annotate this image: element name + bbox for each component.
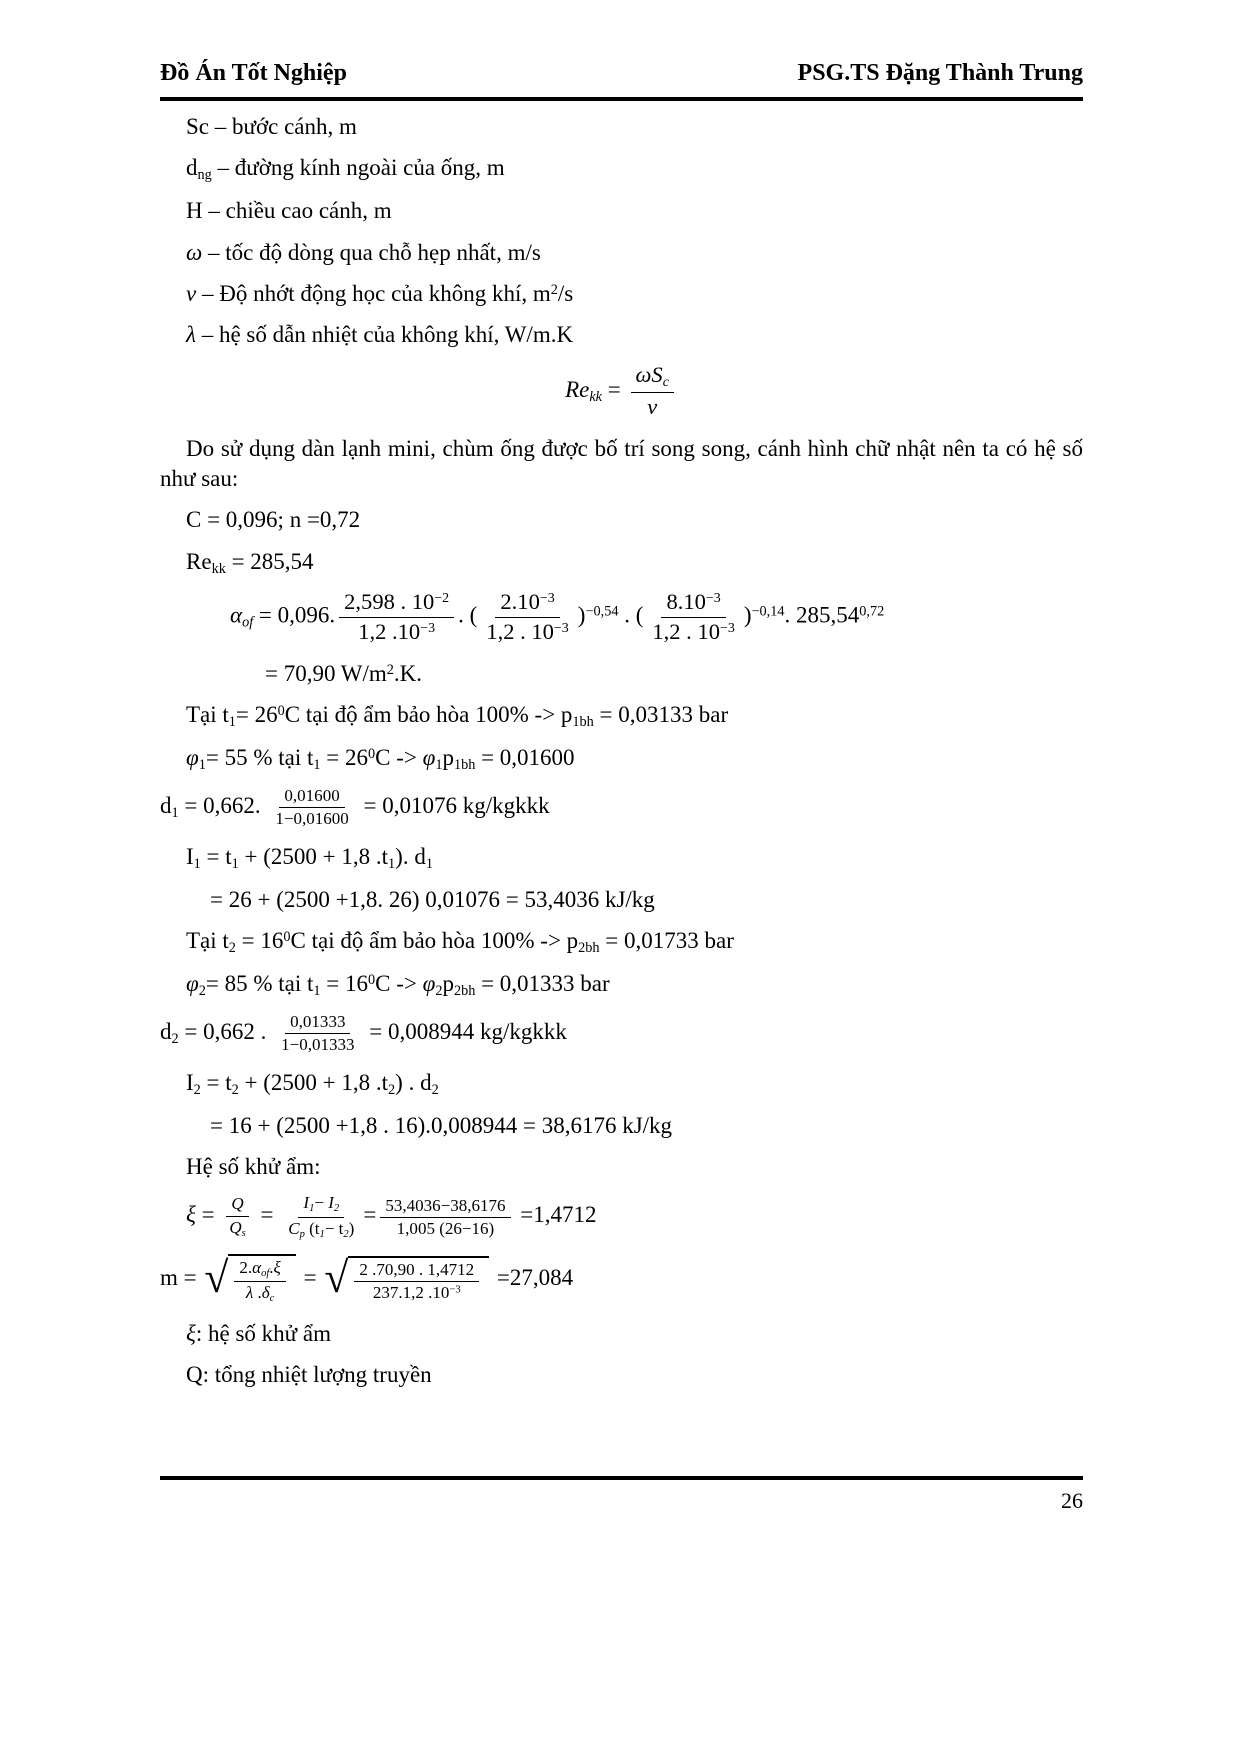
fraction-numerator	[495, 589, 559, 618]
subscript: of	[261, 1268, 270, 1280]
text-run: . 285,54	[784, 602, 860, 628]
math-variable: φ	[186, 970, 199, 996]
text-run: = 26	[320, 744, 368, 770]
fraction	[234, 1258, 285, 1306]
superscript: −3	[719, 621, 735, 637]
fraction-numerator	[339, 589, 454, 618]
subscript: 1	[313, 756, 321, 773]
subscript: kk	[589, 388, 603, 405]
text-run: Tại t	[186, 927, 229, 953]
fraction	[647, 589, 739, 645]
radical-sign: √	[324, 1254, 349, 1303]
text-run: 1,005 (26−16)	[396, 1218, 495, 1238]
fraction-denominator	[276, 1034, 359, 1055]
superscript: 0	[367, 745, 376, 762]
text-run: = 0,008944 kg/kgkkk	[363, 1018, 567, 1044]
text-run: =	[297, 1265, 323, 1291]
subscript: of	[242, 614, 254, 631]
text-run: 1,2 . 10	[652, 619, 720, 645]
math-variable: ν	[186, 280, 197, 306]
text-run: = t	[200, 843, 232, 869]
text-run: p	[442, 970, 454, 996]
subscript: 2	[193, 1081, 201, 1098]
text-run: C tại độ ẩm bảo hòa 100% -> p	[290, 927, 579, 953]
text-run: – hệ số dẫn nhiệt của không khí, W/m.K	[195, 322, 574, 348]
text-run: Sc – bước cánh, m	[186, 114, 357, 139]
fraction-denominator	[241, 1282, 280, 1305]
text-run: C tại độ ẩm bảo hòa 100% -> p	[284, 702, 573, 728]
math-variable: I	[328, 1193, 334, 1213]
text-run: I	[186, 843, 194, 869]
subscript: 2	[388, 1081, 396, 1098]
text-run: C ->	[375, 970, 423, 996]
text-run: 1,2 .10	[358, 619, 421, 645]
formula-line	[160, 1012, 1083, 1055]
subscript: 1bh	[453, 756, 476, 773]
text-run: + (2500 + 1,8 .t	[238, 843, 389, 869]
subscript: 1	[313, 982, 321, 999]
fraction	[276, 1012, 359, 1055]
text-run: = 0,01076 kg/kgkkk	[357, 792, 550, 818]
math-variable: λ	[186, 322, 196, 348]
subscript: kk	[211, 560, 226, 577]
text-run: H – chiều cao cánh, m	[186, 198, 392, 224]
subscript: 2bh	[453, 982, 476, 999]
text-run: – tốc độ dòng qua chỗ hẹp nhất, m/s	[202, 239, 541, 265]
fraction-denominator	[647, 618, 739, 646]
text-run: 1−0,01600	[275, 808, 349, 828]
subscript: 1	[388, 855, 396, 872]
text-line	[160, 1319, 1083, 1349]
text-line	[160, 885, 1083, 915]
text-run: d	[160, 1018, 172, 1044]
math-variable: α	[230, 602, 243, 628]
fraction	[631, 362, 674, 421]
subscript: 2	[435, 982, 443, 999]
superscript: −3	[539, 591, 555, 607]
text-run: ) . d	[395, 1069, 432, 1095]
text-run: m =	[160, 1265, 203, 1291]
document-body	[160, 112, 1083, 1402]
header-title: Đồ Án Tốt Nghiệp	[160, 60, 347, 86]
subscript: 2	[431, 1081, 439, 1098]
formula-line	[160, 362, 1083, 421]
text-run: 0,01333	[290, 1011, 346, 1031]
fraction-numerator	[354, 1260, 479, 1282]
text-run: = 16 + (2500 +1,8 . 16).0,008944 = 38,6176 kJ/kg	[210, 1112, 673, 1138]
text-run: 8.10	[666, 589, 706, 615]
math-variable: φ	[422, 744, 436, 770]
subscript: c	[269, 1293, 275, 1305]
subscript: 2	[231, 1081, 239, 1098]
fraction-numerator	[234, 1258, 285, 1282]
superscript: −0,54	[585, 603, 619, 620]
subscript: 1	[309, 1203, 315, 1215]
text-line	[160, 1111, 1083, 1141]
text-run: 1,2 . 10	[486, 619, 554, 645]
text-run: .	[269, 1258, 274, 1278]
math-variable: Q	[231, 1194, 244, 1214]
text-run: = 26 + (2500 +1,8. 26) 0,01076 = 53,4036 kJ/kg	[210, 886, 655, 912]
text-run: . (	[618, 602, 644, 628]
text-line	[160, 969, 1083, 1001]
fraction	[380, 1196, 510, 1239]
text-line	[160, 196, 1083, 226]
math-variable: α	[252, 1258, 262, 1278]
subscript: 1	[198, 756, 206, 773]
text-line	[160, 700, 1083, 732]
radical-sign: √	[204, 1254, 229, 1303]
superscript: −3	[420, 621, 436, 637]
text-run: Hệ số khử ẩm:	[186, 1153, 321, 1179]
fraction-denominator	[283, 1218, 359, 1241]
text-line	[160, 1068, 1083, 1100]
superscript: −0,14	[751, 603, 785, 620]
text-run: 2 .70,90 . 1,4712	[359, 1260, 475, 1280]
superscript: 2	[386, 661, 394, 678]
fraction-denominator	[392, 1218, 500, 1239]
text-run: 2.	[239, 1258, 253, 1278]
text-line	[160, 434, 1083, 495]
text-run: d	[160, 792, 172, 818]
text-line	[160, 926, 1083, 958]
fraction-numerator	[226, 1194, 248, 1216]
text-run: Tại t	[186, 702, 229, 728]
text-run: 0,01600	[284, 785, 340, 805]
subscript: 1	[228, 714, 236, 730]
text-run: = 85 % tại t	[205, 970, 314, 996]
math-variable: Re	[565, 376, 590, 402]
subscript: ng	[197, 167, 212, 184]
text-line	[160, 279, 1083, 309]
radicand	[348, 1256, 489, 1303]
text-run: =	[602, 376, 627, 402]
text-run: d	[186, 155, 198, 181]
subscript: c	[662, 374, 669, 390]
text-run: ). d	[395, 843, 426, 869]
text-run: = 16	[235, 927, 284, 953]
text-run: = 55 % tại t	[205, 744, 314, 770]
page-header	[160, 60, 1083, 87]
text-run: + (2500 + 1,8 .t	[238, 1069, 389, 1095]
text-run: = 70,90 W/m	[265, 660, 387, 686]
subscript: p	[299, 1228, 305, 1240]
fraction-numerator	[631, 362, 674, 393]
subscript: 1	[425, 855, 433, 872]
text-run: =	[195, 1202, 221, 1228]
text-line	[160, 1360, 1083, 1390]
superscript: 0,72	[859, 603, 885, 620]
subscript: 2	[198, 982, 206, 999]
text-run: 237.1,2 .10	[372, 1283, 450, 1303]
text-run: C = 0,096; n =0,72	[186, 507, 361, 533]
math-variable: ν	[647, 393, 658, 419]
text-run: 2,598 . 10	[344, 589, 435, 615]
fraction	[283, 1193, 359, 1241]
text-line	[160, 505, 1083, 535]
text-run: )	[577, 602, 586, 628]
text-run: Q: tổng nhiệt lượng truyền	[186, 1362, 432, 1388]
fraction-denominator	[270, 808, 353, 829]
text-run: )	[743, 602, 752, 628]
math-variable: φ	[422, 970, 436, 996]
text-run: = 0,662.	[178, 792, 267, 818]
formula-line	[160, 1193, 1083, 1241]
math-variable: δ	[261, 1283, 270, 1303]
superscript: 0	[277, 702, 285, 719]
text-run: (t	[304, 1218, 320, 1238]
text-line	[160, 112, 1083, 142]
fraction	[481, 589, 573, 645]
text-run: Re	[186, 548, 212, 574]
subscript: 1bh	[572, 714, 594, 730]
math-variable: ξ	[273, 1258, 281, 1278]
text-run: I	[186, 1069, 194, 1095]
text-line	[160, 842, 1083, 874]
fraction	[354, 1260, 479, 1303]
fraction-denominator	[642, 393, 662, 421]
text-run: 53,4036−38,6176	[385, 1195, 506, 1215]
math-variable: S	[651, 361, 663, 387]
text-run: Do sử dụng dàn lạnh mini, chùm ống được bố trí song song, cánh hình chữ nhật nên ta có hệ số như sau:	[160, 435, 1083, 491]
superscript: 0	[283, 928, 291, 945]
text-run: – đường kính ngoài của ống, m	[211, 155, 505, 181]
text-run: C ->	[375, 744, 423, 770]
fraction	[270, 786, 353, 829]
fraction-numerator	[279, 786, 344, 808]
fraction-numerator	[661, 589, 725, 618]
fraction-denominator	[353, 618, 440, 646]
text-run: −	[314, 1193, 329, 1213]
square-root	[204, 1254, 295, 1306]
superscript: 0	[367, 971, 376, 988]
fraction-numerator	[380, 1196, 510, 1218]
text-line	[160, 153, 1083, 185]
text-line	[160, 238, 1083, 268]
subscript: 2	[333, 1203, 340, 1215]
subscript: 1	[435, 756, 443, 773]
fraction-denominator	[368, 1282, 466, 1303]
formula-line	[160, 1254, 1083, 1306]
text-line	[160, 1152, 1083, 1182]
formula-line	[160, 786, 1083, 829]
text-run: : hệ số khử ẩm	[195, 1320, 331, 1346]
math-variable: ω	[186, 239, 203, 265]
subscript: 2	[343, 1228, 349, 1240]
text-run: = 285,54	[225, 548, 314, 574]
text-line	[160, 547, 1083, 579]
math-variable: ω	[635, 361, 652, 387]
text-run: .K.	[393, 660, 423, 686]
math-variable: ξ	[186, 1320, 196, 1346]
fraction-denominator	[481, 618, 573, 646]
math-variable: λ	[245, 1283, 254, 1303]
text-line	[160, 659, 1083, 689]
superscript: −3	[705, 591, 721, 607]
subscript: 1	[231, 855, 239, 872]
fraction	[339, 589, 454, 645]
text-run: = t	[200, 1069, 232, 1095]
superscript: −3	[553, 621, 569, 637]
math-variable: C	[288, 1218, 300, 1238]
text-run: 2.10	[500, 589, 540, 615]
superscript: −2	[434, 591, 450, 607]
fraction-numerator	[285, 1012, 350, 1034]
text-run: . (	[458, 602, 478, 628]
text-run: =27,084	[491, 1265, 574, 1291]
superscript: −3	[449, 1285, 461, 1297]
text-run: = 0,01333 bar	[475, 970, 610, 996]
subscript: 2	[171, 1030, 179, 1047]
text-line	[160, 320, 1083, 350]
text-run: − t	[324, 1218, 344, 1238]
text-run: )	[348, 1218, 355, 1238]
text-run: – Độ nhớt động học của không khí, m	[196, 280, 551, 306]
subscript: 2	[228, 939, 236, 956]
page-number: 26	[1061, 1488, 1083, 1513]
radicand	[228, 1254, 295, 1306]
fraction-numerator	[298, 1193, 344, 1217]
text-run: = 0,096.	[253, 602, 336, 628]
header-divider	[160, 97, 1083, 101]
text-run: =	[363, 1202, 377, 1228]
text-line	[160, 743, 1083, 775]
subscript: 1	[193, 855, 201, 872]
footer-divider	[160, 1476, 1083, 1480]
text-run: p	[442, 744, 454, 770]
square-root	[324, 1256, 489, 1303]
text-run: =1,4712	[514, 1202, 597, 1228]
subscript: 2bh	[578, 939, 600, 956]
math-variable: ξ	[186, 1202, 196, 1228]
text-run: .	[253, 1283, 262, 1303]
text-run: = 0,03133 bar	[593, 702, 729, 728]
math-variable: I	[303, 1193, 310, 1213]
subscript: 1	[319, 1228, 325, 1240]
formula-line	[160, 589, 1083, 645]
text-run: =	[254, 1202, 280, 1228]
text-run: = 0,01600	[475, 744, 575, 770]
text-run: = 0,01733 bar	[599, 927, 734, 953]
text-run: /s	[557, 280, 574, 306]
text-run: = 0,662 .	[178, 1018, 273, 1044]
text-run: = 26	[235, 702, 278, 728]
header-advisor: PSG.TS Đặng Thành Trung	[797, 60, 1083, 86]
math-variable: φ	[186, 744, 199, 770]
superscript: 2	[550, 281, 558, 298]
subscript: s	[241, 1227, 246, 1239]
text-run: 1−0,01333	[281, 1034, 355, 1054]
text-run: = 16	[320, 970, 368, 996]
fraction-denominator	[224, 1217, 250, 1240]
fraction	[224, 1194, 250, 1239]
math-variable: Q	[229, 1217, 242, 1237]
subscript: 1	[171, 804, 179, 821]
